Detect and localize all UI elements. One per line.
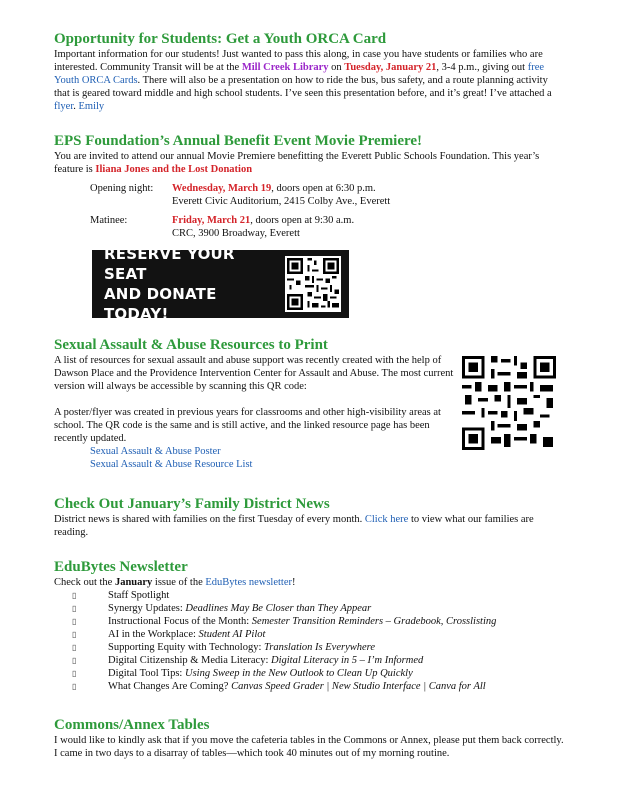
- assault-resources-section: [54, 336, 454, 471]
- assault-paragraph-1: A list of resources for sexual assault and abuse support was recently created with the help of Dawson Place and the Providence Intervention Center for Assault and Abuse. The most current version will always be accessible by scanning this QR code:: [54, 355, 454, 392]
- edubytes-newsletter-link[interactable]: EduBytes newsletter: [205, 577, 292, 588]
- signature: Emily: [78, 101, 105, 112]
- matinee-label: Matinee:: [90, 215, 128, 226]
- orca-heading: Opportunity for Students: Get a Youth ORCA Card: [54, 31, 387, 47]
- edubytes-topic-list: [54, 589, 564, 693]
- edubytes-topic-item: ▯ Instructional Focus of the Month: Semester Transition Reminders – Gradebook, Crosslisting: [70, 615, 564, 628]
- orca-cards-link[interactable]: free Youth ORCA Cards: [54, 62, 545, 86]
- edubytes-topic-item: ▯ AI in the Workplace: Student AI Pilot: [70, 628, 564, 641]
- assault-resource-list-link[interactable]: Sexual Assault & Abuse Resource List: [90, 459, 253, 470]
- resources-qr-code-icon: [462, 356, 556, 450]
- assault-paragraph-2: A poster/flyer was created in previous years for classrooms and other high-visibility areas at school. The QR code is the same and is still active, and the linked resource page has been recently updated.: [54, 407, 441, 444]
- edubytes-topic-item: ▯ Digital Citizenship & Media Literacy: Digital Literacy in 5 – I’m Informed: [70, 654, 564, 667]
- edubytes-heading: EduBytes Newsletter: [54, 559, 188, 575]
- flyer-link[interactable]: flyer: [54, 101, 74, 112]
- commons-paragraph: I would like to kindly ask that if you move the cafeteria tables in the Commons or Annex, please put them back correctly. I came in two days to a disarray of tables—which took 40 minutes out of my morning routine.: [54, 735, 564, 759]
- library-location: Mill Creek Library: [241, 62, 329, 73]
- news-heading: Check Out January’s Family District News: [54, 496, 330, 512]
- matinee-venue: CRC, 3900 Broadway, Everett: [172, 228, 300, 239]
- opening-night-venue: Everett Civic Auditorium, 2415 Colby Ave., Everett: [172, 196, 391, 207]
- opening-night-label: Opening night:: [90, 183, 154, 194]
- edubytes-section: [54, 558, 564, 693]
- news-paragraph: District news is shared with families on the first Tuesday of every month. Click here to view what our families are reading.: [54, 514, 534, 538]
- matinee-row: Matinee: Friday, March 21, doors open at 9:30 a.m. CRC, 3900 Broadway, Everett: [90, 214, 564, 240]
- eps-section: [54, 132, 564, 240]
- orca-paragraph: Important information for our students! Just wanted to pass this along, in case you have students or families who are interested. Community Transit will be at the Mill Creek Library on Tuesday, January 21, 3-4 p.m., giving out free Youth ORCA Cards. There will also be a presentation on how to ride the bus, bus safety, and a route planning activity that is geared toward middle and high school students. I’ve seen this presentation before, and it’s great! I’ve attached a flyer. Emily: [54, 49, 552, 112]
- opening-night-date: Wednesday, March 19: [172, 183, 272, 194]
- assault-heading: Sexual Assault & Abuse Resources to Print: [54, 337, 328, 353]
- click-here-link[interactable]: Click here: [364, 514, 409, 525]
- eps-heading: EPS Foundation’s Annual Benefit Event Movie Premiere!: [54, 133, 423, 149]
- opening-night-row: Opening night: Wednesday, March 19, doors open at 6:30 p.m. Everett Civic Auditorium, 2415 Colby Ave., Everett: [90, 182, 564, 208]
- edubytes-topic-item: ▯ Staff Spotlight: [70, 589, 564, 602]
- reserve-seat-banner[interactable]: [92, 245, 349, 323]
- matinee-date: Friday, March 21: [172, 215, 251, 226]
- commons-heading: Commons/Annex Tables: [54, 717, 210, 733]
- orca-date: Tuesday, January 21: [344, 62, 437, 73]
- assault-poster-link[interactable]: Sexual Assault & Abuse Poster: [90, 446, 221, 457]
- edubytes-topic-item: ▯ Synergy Updates: Deadlines May Be Closer than They Appear: [70, 602, 564, 615]
- edubytes-intro: Check out the January issue of the EduBytes newsletter!: [54, 577, 296, 588]
- orca-section: [54, 30, 564, 113]
- district-news-section: [54, 495, 564, 539]
- edubytes-topic-item: ▯ What Changes Are Coming? Canvas Speed Grader | New Studio Interface | Canva for All: [70, 680, 564, 693]
- donate-qr-code-icon: [285, 256, 341, 312]
- commons-section: [54, 716, 564, 760]
- banner-line-2: AND DONATE TODAY!: [104, 285, 217, 323]
- banner-line-1: RESERVE YOUR SEAT: [104, 245, 235, 283]
- edubytes-topic-item: ▯ Digital Tool Tips: Using Sweep in the New Outlook to Clean Up Quickly: [70, 667, 564, 680]
- eps-intro: You are invited to attend our annual Movie Premiere benefitting the Everett Public Schools Foundation. This year’s feature is Iliana Jones and the Lost Donation: [54, 151, 540, 175]
- edubytes-topic-item: ▯ Supporting Equity with Technology: Translation Is Everywhere: [70, 641, 564, 654]
- feature-title: Iliana Jones and the Lost Donation: [95, 164, 253, 175]
